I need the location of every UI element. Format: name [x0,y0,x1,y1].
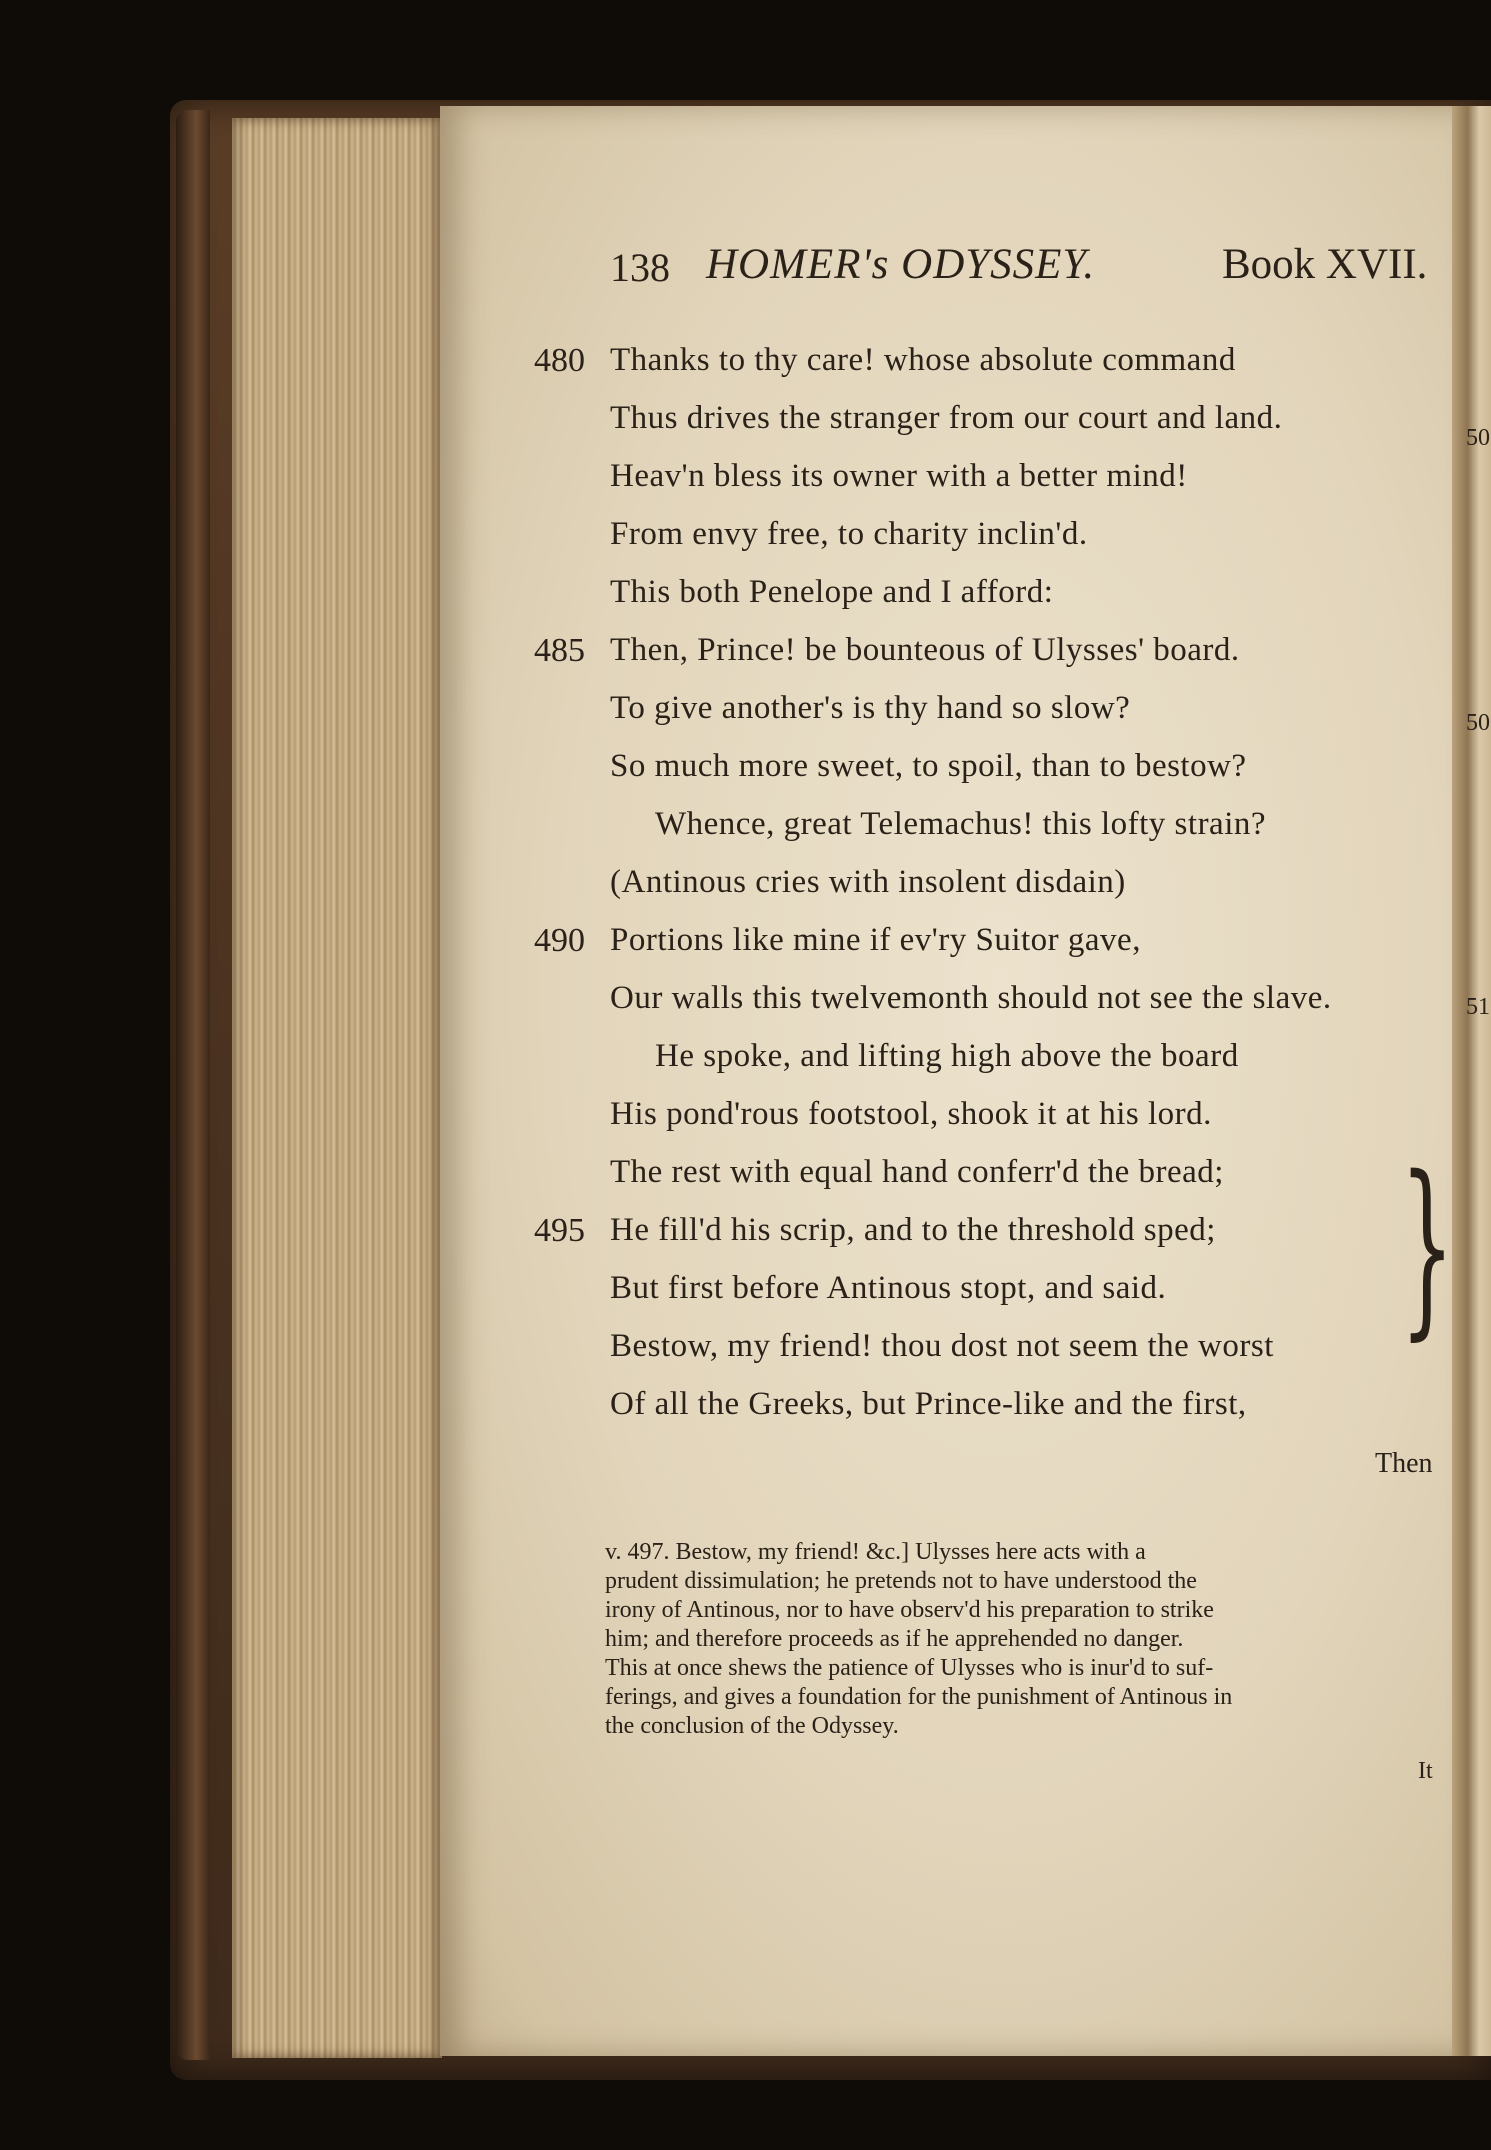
line-number [534,574,604,630]
verse-line: He spoke, and lifting high above the board [655,1038,1239,1074]
line-number: 495 [534,1212,585,1249]
line-number [534,980,604,1036]
verse-line: But first before Antinous stopt, and said. [610,1270,1167,1306]
line-number [534,1270,604,1326]
running-title: HOMER's ODYSSEY. [706,241,1096,288]
verse-line: Portions like mine if ev'ry Suitor gave, [610,922,1141,958]
verse-line: He fill'd his scrip, and to the threshold sped; [610,1212,1216,1248]
line-number [534,516,604,572]
line-number [534,748,604,804]
book-label: Book XVII. [1222,241,1428,288]
line-number [534,1328,604,1384]
line-number [534,864,604,920]
book-spine-edge [176,110,210,2060]
verse-line: Bestow, my friend! thou dost not seem the worst [610,1328,1274,1364]
book-gutter [1452,106,1491,2056]
line-number [534,458,604,514]
verse-line: From envy free, to charity inclin'd. [610,516,1088,552]
line-number [534,690,604,746]
page-stack-edge [232,118,442,2058]
page-number: 138 [610,245,670,290]
verse-line: Of all the Greeks, but Prince-like and the first, [610,1386,1247,1422]
footnote [605,1538,1435,1741]
verse-line: Thanks to thy care! whose absolute command [610,342,1236,378]
line-number: 485 [534,632,585,669]
verse-line: This both Penelope and I afford: [610,574,1054,610]
line-number [534,400,604,456]
line-number [534,1096,604,1152]
footnote-line: This at once shews the patience of Ulysses who is inur'd to suf- [605,1655,1214,1681]
line-number: 480 [534,342,585,379]
footnote-line: him; and therefore proceeds as if he apprehended no danger. [605,1626,1184,1652]
footnote-line: v. 497. Bestow, my friend! &c.] Ulysses here acts with a [605,1539,1146,1565]
line-number [534,1386,604,1442]
verse-line: Whence, great Telemachus! this lofty strain? [655,806,1267,842]
verse-line: Thus drives the stranger from our court and land. [610,400,1283,436]
footnote-catchword: It [1418,1758,1433,1784]
verse-line: His pond'rous footstool, shook it at his lord. [610,1096,1212,1132]
verse-line: Heav'n bless its owner with a better mind! [610,458,1188,494]
facing-page-line-number: 51 [1466,994,1490,1020]
triplet-brace: } [1400,1136,1455,1357]
footnote-line: ferings, and gives a foundation for the punishment of Antinous in [605,1684,1233,1710]
facing-page-line-number: 50 [1466,710,1490,736]
footnote-line: irony of Antinous, nor to have observ'd his preparation to strike [605,1597,1214,1623]
verse-line: Then, Prince! be bounteous of Ulysses' board. [610,632,1240,668]
verse-line: Our walls this twelvemonth should not see the slave. [610,980,1332,1016]
verse-line: The rest with equal hand conferr'd the bread; [610,1154,1224,1190]
line-number [534,1154,604,1210]
footnote-line: prudent dissimulation; he pretends not to have understood the [605,1568,1197,1594]
verse-line: (Antinous cries with insolent disdain) [610,864,1126,900]
running-head [610,240,1490,300]
verse-line: So much more sweet, to spoil, than to bestow? [610,748,1247,784]
catchword: Then [1375,1448,1433,1479]
line-number [534,806,604,862]
line-number [534,1038,604,1094]
footnote-line: the conclusion of the Odyssey. [605,1713,899,1739]
facing-page-line-number: 50 [1466,425,1490,451]
line-number: 490 [534,922,585,959]
verse-line: To give another's is thy hand so slow? [610,690,1131,726]
